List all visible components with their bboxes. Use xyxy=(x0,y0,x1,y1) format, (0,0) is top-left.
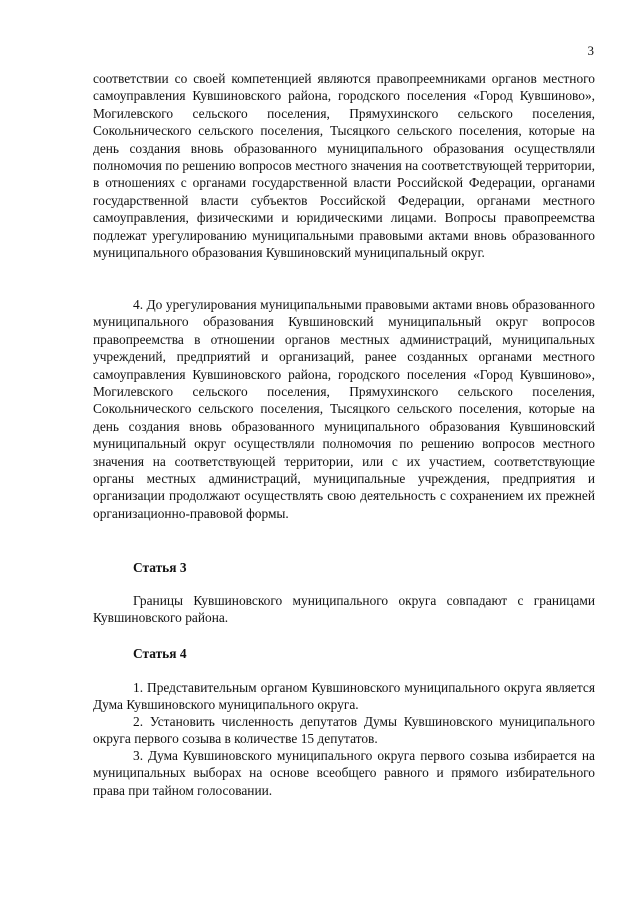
paragraph-item-4: 4. До урегулирования муниципальными правовыми актами вновь образованного муниципального образования Кувшиновский муниципальный округ вопросов правопреемства в отношении органов местных администраций, муниципальных учреждений, предприятий и организаций, ранее созданных органами местного самоуправления Кувшиновского района, городского поселения «Город Кувшиново», Могилевского сельского поселения, Прямухинского сельского поселения, Сокольнического сельского поселения, Тысяцкого сельского поселения, которые на день создания вновь образованного муниципального образования Кувшиновский муниципальный округ осуществляли полномочия по решению вопросов местного значения на соответствующей территории, или с их участием, соответствующие органы местных администраций, муниципальные учреждения, предприятия и организации продолжают осуществлять свою деятельность с сохранением их прежней организационно-правовой формы. xyxy=(93,297,595,521)
article-4-item-1: 1. Представительным органом Кувшиновского муниципального округа является Дума Кувшиновского муниципального округа. xyxy=(93,680,595,713)
paragraph-continuation: соответствии со своей компетенцией являются правопреемниками органов местного самоуправления Кувшиновского района, городского поселения «Город Кувшиново», Могилевского сельского поселения, Прямухинского сельского поселения, Сокольнического сельского поселения, Тысяцкого сельского поселения, которые на день создания вновь образованного муниципального образования осуществляли полномочия по решению вопросов местного значения на соответствующей территории, в отношениях с органами государственной власти Российской Федерации, органами государственной власти субъектов Российской Федерации, органами местного самоуправления, физическими и юридическими лицами. Вопросы правопреемства подлежат урегулированию муниципальными правовыми актами вновь образованного муниципального образования Кувшиновский муниципальный округ. xyxy=(93,71,595,261)
article-3-heading: Статья 3 xyxy=(133,560,187,575)
page-number: 3 xyxy=(587,43,594,58)
article-4-item-3: 3. Дума Кувшиновского муниципального округа первого созыва избирается на муниципальных выборах на основе всеобщего равного и прямого избирательного права при тайном голосовании. xyxy=(93,748,595,798)
article-4-heading: Статья 4 xyxy=(133,646,187,661)
article-4-item-2: 2. Установить численность депутатов Думы Кувшиновского муниципального округа первого созыва в количестве 15 депутатов. xyxy=(93,714,595,747)
article-3-paragraph: Границы Кувшиновского муниципального округа совпадают с границами Кувшиновского района. xyxy=(93,593,595,626)
